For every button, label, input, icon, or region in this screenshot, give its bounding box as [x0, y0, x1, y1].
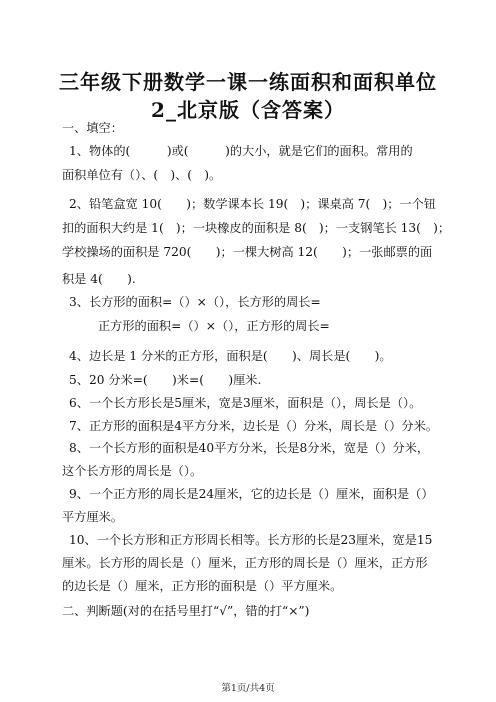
question-2-line-4: 积是 4( ).	[62, 272, 136, 286]
question-4: 4、边长是 1 分米的正方形，面积是( )、周长是( )。	[69, 349, 392, 363]
question-10-line-1: 10、一个长方形和正方形周长相等。长方形的长是23厘米，宽是15	[69, 533, 433, 547]
page-footer: 第1页/共4页	[221, 683, 275, 694]
question-8-line-2: 这个长方形的周长是（）。	[62, 464, 203, 478]
question-10-line-2: 厘米。长方形的周长是（）厘米，正方形的周长是（）厘米，正方形	[62, 556, 428, 570]
question-8-line-1: 8、一个长方形的面积是40平方分米，长是8分米，宽是（）分米，	[69, 441, 430, 455]
question-6: 6、一个长方形长是5厘米，宽是3厘米，面积是（），周长是（）。	[69, 396, 422, 410]
question-3-line-1: 3、长方形的面积=（）×（），长方形的周长=	[69, 295, 321, 309]
document-title-line2: 2_北京版（含答案）	[151, 98, 345, 122]
question-10-line-3: 的边长是（）厘米，正方形的面积是（）平方厘米。	[62, 579, 343, 593]
question-2-line-2: 扣的面积大约是 1( )；一块橡皮的面积是 8( )；一支钢笔长 13( )；	[62, 221, 451, 235]
question-9-line-2: 平方厘米。	[62, 510, 123, 524]
question-7: 7、正方形的面积是4平方分米，边长是（）分米，周长是（）分米。	[69, 419, 438, 433]
question-2-line-3: 学校操场的面积是 720( )；一棵大树高 12( )；一张邮票的面	[62, 245, 433, 259]
section-heading-true-false: 二、判断题(对的在括号里打“√”，错的打“×”)	[62, 604, 310, 618]
question-9-line-1: 9、一个正方形的周长是24厘米，它的边长是（）厘米，面积是（）	[69, 487, 434, 501]
question-5: 5、20 分米=( )米=( )厘米.	[69, 373, 262, 387]
question-3-line-2: 正方形的面积=（）×（），正方形的周长=	[98, 319, 330, 333]
document-title-line1: 三年级下册数学一课一练面积和面积单位	[59, 70, 437, 94]
question-2-line-1: 2、铅笔盒宽 10( )；数学课本长 19( )；课桌高 7( )；一个钮	[69, 197, 436, 211]
section-heading-fill-in: 一、填空：	[62, 121, 123, 135]
question-1-line-1: 1、物体的( )或( )的大小，就是它们的面积。常用的	[69, 144, 413, 158]
question-1-line-2: 面积单位有（）、( )、( )。	[62, 168, 222, 182]
